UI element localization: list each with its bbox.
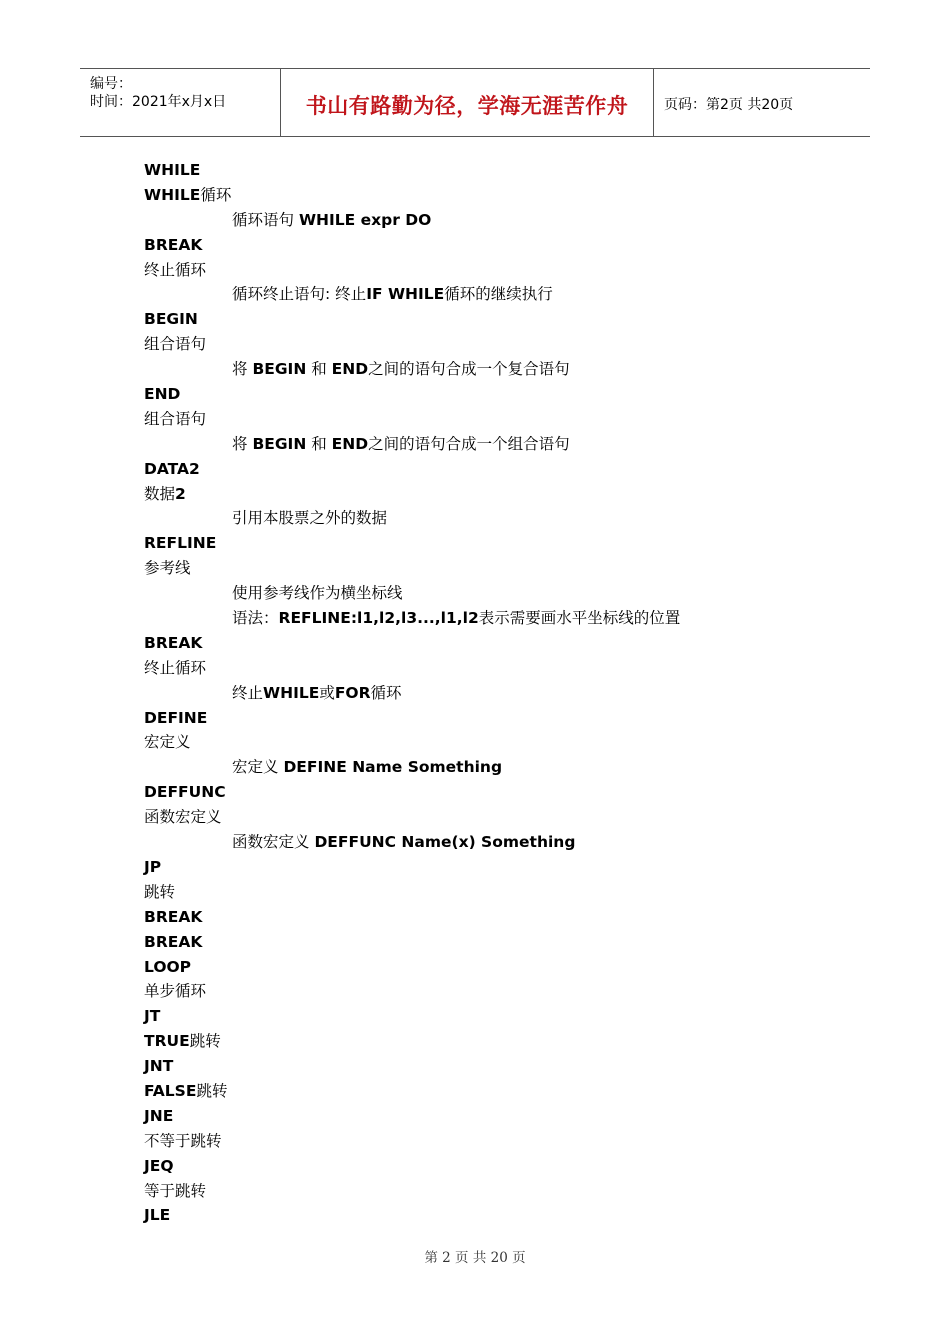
text-fragment: 循环的继续执行 — [444, 285, 553, 304]
text-fragment: 数据 — [144, 484, 176, 503]
keyword-description — [144, 1179, 844, 1204]
text-fragment: 等于跳转 — [144, 1181, 207, 1200]
keyword-heading: BREAK — [144, 907, 203, 926]
text-fragment: 表示需要画水平坐标线的位置 — [478, 609, 681, 628]
text-fragment: 将 — [232, 360, 253, 379]
page-header — [80, 68, 870, 137]
keyword-heading: LOOP — [144, 957, 192, 976]
text-fragment: 循环终止语句 — [232, 285, 326, 304]
keyword-description — [144, 1079, 844, 1104]
text-fragment: 和 — [306, 360, 332, 379]
text-fragment: 跳转 — [189, 1032, 221, 1051]
code-token: IF WHILE — [366, 285, 445, 304]
keyword-description — [144, 556, 844, 581]
code-token: FALSE — [144, 1081, 197, 1100]
keyword-description — [144, 183, 844, 208]
text-fragment: : — [325, 285, 331, 304]
keyword-heading: JNE — [144, 1106, 174, 1125]
keyword-heading: REFLINE — [144, 534, 217, 553]
text-fragment: 宏定义 — [232, 758, 284, 777]
keyword-heading: BREAK — [144, 235, 203, 254]
keyword-heading: BREAK — [144, 633, 203, 652]
keyword-detail — [144, 606, 844, 631]
keyword-description — [144, 332, 844, 357]
keyword-heading: JEQ — [144, 1156, 174, 1175]
keyword-heading: JNT — [144, 1057, 174, 1076]
text-fragment: 参考线 — [144, 559, 191, 578]
keyword-detail — [144, 208, 844, 233]
text-fragment: 将 — [232, 434, 253, 453]
text-fragment: 终止循环 — [144, 658, 207, 677]
code-token: END — [331, 360, 369, 379]
text-fragment: 单步循环 — [144, 982, 207, 1001]
code-token: END — [331, 434, 369, 453]
code-token: FOR — [334, 683, 371, 702]
keyword-detail — [144, 755, 844, 780]
code-token: WHILE — [144, 185, 201, 204]
keyword-description — [144, 979, 844, 1004]
text-fragment: 终止 — [330, 285, 367, 304]
text-fragment: 跳转 — [196, 1081, 228, 1100]
text-fragment: 引用本股票之外的数据 — [232, 509, 388, 528]
document-body — [144, 158, 844, 1228]
text-fragment: 循环 — [200, 185, 232, 204]
text-fragment: 函数宏定义 — [232, 833, 315, 852]
code-token: WHILE expr DO — [298, 210, 432, 229]
keyword-heading: JP — [144, 857, 162, 876]
text-fragment: 组合语句 — [144, 335, 207, 354]
keyword-description — [144, 1129, 844, 1154]
text-fragment: 循环语句 — [232, 210, 299, 229]
header-page-cell — [654, 69, 870, 136]
page-footer: 第 2 页 共 20 页 — [424, 1250, 526, 1266]
keyword-detail — [144, 506, 844, 531]
header-motto: 书山有路勤为径，学海无涯苦作舟 — [305, 94, 629, 118]
code-token: TRUE — [144, 1032, 190, 1051]
text-fragment: 终止 — [232, 683, 264, 702]
keyword-description — [144, 1029, 844, 1054]
keyword-detail — [144, 681, 844, 706]
text-fragment: 跳转 — [144, 882, 176, 901]
keyword-detail — [144, 581, 844, 606]
keyword-heading: DATA2 — [144, 459, 200, 478]
keyword-description — [144, 258, 844, 283]
header-meta-cell — [80, 69, 281, 136]
keyword-detail — [144, 357, 844, 382]
text-fragment: 循环 — [370, 683, 402, 702]
text-fragment: 之间的语句合成一个复合语句 — [368, 360, 570, 379]
keyword-detail — [144, 432, 844, 457]
keyword-heading: JT — [144, 1007, 161, 1026]
text-fragment: 之间的语句合成一个组合语句 — [368, 434, 570, 453]
text-fragment: 使用参考线作为横坐标线 — [232, 584, 403, 603]
text-fragment: 或 — [319, 683, 335, 702]
header-page-info: 页码：第2页 共20页 — [664, 97, 794, 113]
keyword-heading: DEFINE — [144, 708, 208, 727]
keyword-heading: BREAK — [144, 932, 203, 951]
keyword-description — [144, 482, 844, 507]
code-token: BEGIN — [252, 434, 307, 453]
header-motto-cell — [281, 69, 654, 136]
keyword-heading: END — [144, 385, 181, 404]
text-fragment: 和 — [306, 434, 332, 453]
keyword-description — [144, 656, 844, 681]
keyword-description — [144, 730, 844, 755]
keyword-detail — [144, 830, 844, 855]
keyword-heading: DEFFUNC — [144, 783, 226, 802]
text-fragment: 不等于跳转 — [144, 1131, 222, 1150]
document-date-label: 时间：2021年x月x日 — [90, 94, 227, 110]
text-fragment: 函数宏定义 — [144, 808, 222, 827]
code-token: WHILE — [263, 683, 320, 702]
code-token: BEGIN — [252, 360, 307, 379]
code-token: REFLINE:l1,l2,l3...,l1,l2 — [278, 609, 479, 628]
code-token: DEFINE Name Something — [283, 758, 503, 777]
document-number-label: 编号： — [90, 76, 132, 92]
text-fragment: 宏定义 — [144, 733, 191, 752]
code-token: 2 — [175, 484, 186, 503]
code-token: DEFFUNC Name(x) Something — [314, 833, 576, 852]
keyword-heading: BEGIN — [144, 310, 198, 329]
keyword-description — [144, 880, 844, 905]
keyword-detail — [144, 282, 844, 307]
keyword-heading: JLE — [144, 1206, 171, 1225]
keyword-description — [144, 805, 844, 830]
text-fragment: 终止循环 — [144, 260, 207, 279]
keyword-description — [144, 407, 844, 432]
text-fragment: 组合语句 — [144, 409, 207, 428]
keyword-heading: WHILE — [144, 161, 201, 179]
text-fragment: 语法： — [232, 609, 279, 628]
